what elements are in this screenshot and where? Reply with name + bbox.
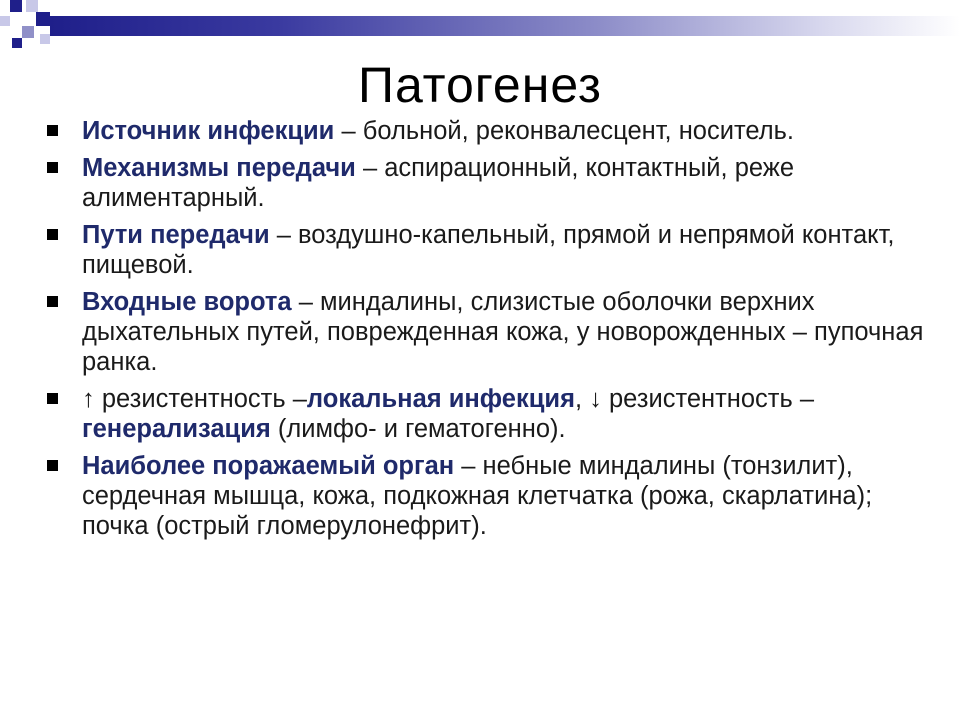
bullet-square-icon	[47, 162, 58, 173]
decor-square	[0, 16, 10, 26]
bullet-text: ↑ резистентность –	[82, 385, 307, 413]
bullet-item	[44, 220, 924, 280]
bullet-square-icon	[47, 460, 58, 471]
decor-square	[26, 0, 38, 12]
header-gradient-bar	[50, 16, 960, 36]
decor-square	[22, 26, 34, 38]
slide-title: Патогенез	[358, 57, 602, 113]
bullet-item	[44, 451, 924, 541]
bullet-item	[44, 287, 924, 377]
bullet-square-icon	[47, 393, 58, 404]
bullet-text: – больной, реконвалесцент, носитель.	[334, 117, 794, 145]
bullet-square-icon	[47, 296, 58, 307]
bullet-text: , ↓ резистентность –	[574, 385, 815, 413]
bullet-list	[44, 116, 924, 548]
bullet-item	[44, 153, 924, 213]
bullet-item	[44, 384, 924, 444]
decor-square	[40, 34, 50, 44]
bullet-term: Пути передачи	[82, 221, 270, 249]
bullet-square-icon	[47, 229, 58, 240]
bullet-term: Механизмы передачи	[82, 154, 356, 182]
bullet-text: – небные миндалины (тонзилит), сердечная мышца, кожа, подкожная клетчатка (рожа, скарлатина); почка (острый гломерулонефрит).	[82, 452, 873, 540]
bullet-text: – миндалины, слизистые оболочки верхних дыхательных путей, поврежденная кожа, у новорожденных – пупочная ранка.	[82, 288, 924, 376]
bullet-term: локальная инфекция	[306, 385, 575, 413]
bullet-square-icon	[47, 125, 58, 136]
decor-square	[36, 12, 50, 26]
bullet-text: (лимфо- и гематогенно).	[270, 415, 566, 443]
bullet-text: – воздушно-капельный, прямой и непрямой контакт, пищевой.	[82, 221, 895, 279]
decor-square	[12, 38, 22, 48]
decor-square	[10, 0, 22, 12]
bullet-term: Наиболее поражаемый орган	[82, 452, 455, 480]
bullet-item	[44, 116, 924, 146]
bullet-term: Входные ворота	[82, 288, 292, 316]
bullet-text: – аспирационный, контактный, реже алиментарный.	[82, 154, 795, 212]
bullet-term: Источник инфекции	[82, 117, 335, 145]
bullet-term: генерализация	[82, 415, 271, 443]
